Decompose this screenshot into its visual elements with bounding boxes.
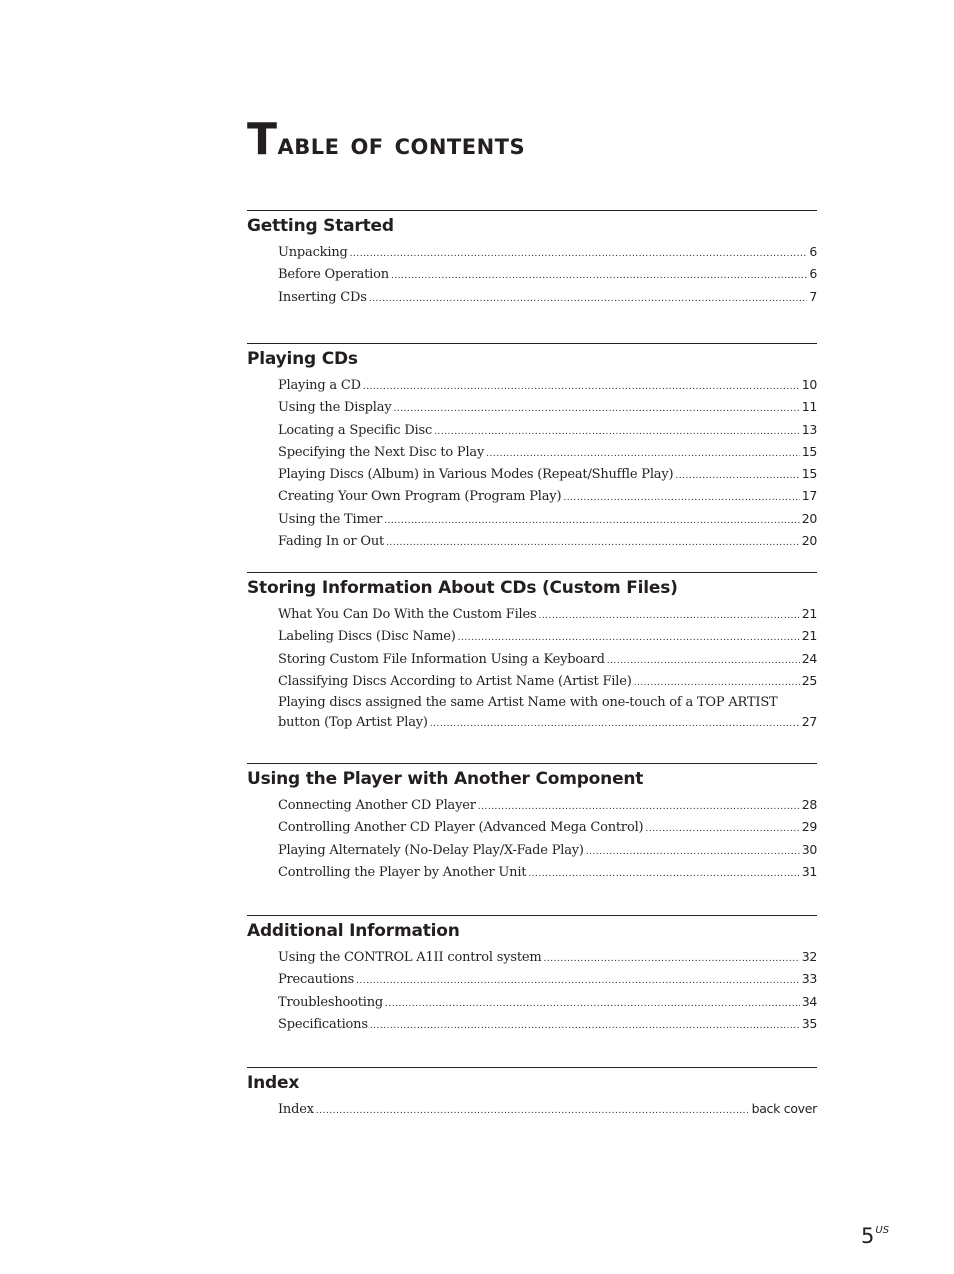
toc-entry-label: Locating a Specific Disc xyxy=(278,422,433,438)
toc-entry[interactable] xyxy=(278,486,817,508)
toc-entry-page: 21 xyxy=(801,606,817,621)
toc-entry[interactable] xyxy=(278,397,817,419)
section-heading: Storing Information About CDs (Custom Files) xyxy=(247,578,678,598)
section-index xyxy=(247,1067,817,1121)
toc-entry-page: 25 xyxy=(801,672,817,688)
toc-entry[interactable] xyxy=(278,947,817,969)
toc-entry-page: 6 xyxy=(809,244,817,259)
section-heading: Additional Information xyxy=(247,921,460,941)
toc-entry-label: Unpacking xyxy=(278,245,348,260)
page-title xyxy=(247,114,526,165)
toc-entry[interactable] xyxy=(278,509,817,531)
toc-entry-page: 11 xyxy=(801,399,817,415)
toc-entry[interactable] xyxy=(278,1099,817,1121)
toc-entry-label: Specifications xyxy=(278,1016,368,1032)
title-rest: able of contents xyxy=(277,127,526,162)
toc-entry-page: 15 xyxy=(801,443,817,459)
toc-entry[interactable] xyxy=(278,862,817,884)
toc-entry-label: Playing a CD xyxy=(278,378,361,393)
dot-leader xyxy=(369,290,808,309)
section-heading: Getting Started xyxy=(247,216,394,236)
section-storing-information xyxy=(247,572,817,735)
toc-entry-label: Playing Discs (Album) in Various Modes (Repeat/Shuffle Play) xyxy=(278,467,674,483)
toc-entry-label: Inserting CDs xyxy=(278,289,367,305)
toc-entry-page: 24 xyxy=(801,650,817,666)
toc-entry[interactable] xyxy=(278,626,817,648)
toc-entry-label: Using the CONTROL A1II control system xyxy=(278,950,542,965)
toc-entry-page: 20 xyxy=(801,533,817,549)
toc-entry-page: 10 xyxy=(801,377,817,392)
section-additional-information xyxy=(247,915,817,1036)
toc-entry-page: 21 xyxy=(801,628,817,644)
toc-entry-page: 7 xyxy=(809,288,817,304)
toc-entry-page: back cover xyxy=(751,1101,817,1116)
section-heading: Index xyxy=(247,1073,300,1093)
dot-leader xyxy=(586,843,800,862)
toc-entry[interactable] xyxy=(278,795,817,817)
toc-entry-page: 20 xyxy=(801,510,817,526)
dot-leader xyxy=(350,245,808,264)
toc-entry-page: 34 xyxy=(801,993,817,1009)
dot-leader xyxy=(393,400,799,419)
toc-entry-page: 31 xyxy=(801,863,817,879)
toc-entry[interactable] xyxy=(278,420,817,442)
toc-entry-page: 17 xyxy=(801,488,817,504)
page-number-suffix: US xyxy=(875,1225,890,1236)
toc-entry-label: Index xyxy=(278,1102,314,1117)
toc-entry-label: Controlling the Player by Another Unit xyxy=(278,864,527,880)
toc-entry-label: button (Top Artist Play) xyxy=(278,715,428,731)
toc-entry[interactable] xyxy=(278,817,817,839)
dot-leader xyxy=(563,489,799,508)
dot-leader xyxy=(607,652,800,671)
title-first-letter: T xyxy=(247,114,278,165)
toc-entry-page: 35 xyxy=(801,1015,817,1031)
dot-leader xyxy=(434,423,800,442)
toc-entry-page: 27 xyxy=(801,714,817,730)
toc-entry-page: 29 xyxy=(801,819,817,835)
toc-entry[interactable] xyxy=(278,442,817,464)
dot-leader xyxy=(363,378,800,397)
toc-entry[interactable] xyxy=(278,531,817,553)
section-getting-started xyxy=(247,210,817,309)
page-number-value: 5 xyxy=(861,1224,875,1248)
dot-leader xyxy=(316,1102,750,1121)
dot-leader xyxy=(370,1017,800,1036)
toc-entry[interactable] xyxy=(278,287,817,309)
section-playing-cds xyxy=(247,343,817,553)
toc-entry-label: Controlling Another CD Player (Advanced Mega Control) xyxy=(278,820,644,836)
toc-entry[interactable] xyxy=(278,671,817,693)
toc-entry-label: Creating Your Own Program (Program Play) xyxy=(278,489,562,505)
dot-leader xyxy=(458,629,800,648)
toc-entry-page: 15 xyxy=(801,466,817,482)
toc-entry-page: 6 xyxy=(809,266,817,282)
toc-entry[interactable] xyxy=(278,375,817,397)
toc-entry-label: Using the Display xyxy=(278,400,392,416)
toc-entry[interactable] xyxy=(278,1014,817,1036)
toc-entry[interactable] xyxy=(278,969,817,991)
dot-leader xyxy=(386,534,800,553)
dot-leader xyxy=(384,512,800,531)
section-another-component xyxy=(247,763,817,884)
dot-leader xyxy=(478,798,800,817)
dot-leader xyxy=(645,820,799,839)
toc-entry-label: What You Can Do With the Custom Files xyxy=(278,607,537,622)
toc-entry-label: Troubleshooting xyxy=(278,994,384,1010)
toc-entry-label: Labeling Discs (Disc Name) xyxy=(278,629,456,645)
toc-entry-page: 32 xyxy=(801,949,817,964)
toc-entry[interactable] xyxy=(278,649,817,671)
toc-entry-label: Playing Alternately (No-Delay Play/X-Fade Play) xyxy=(278,842,584,858)
toc-entry-page: 30 xyxy=(801,841,817,857)
toc-entry-label: Using the Timer xyxy=(278,511,383,527)
toc-entry[interactable] xyxy=(278,604,817,626)
toc-entry-label: Storing Custom File Information Using a Keyboard xyxy=(278,651,605,667)
section-heading: Playing CDs xyxy=(247,349,358,369)
dot-leader xyxy=(486,445,800,464)
toc-entry[interactable] xyxy=(278,464,817,486)
toc-entry-label: Classifying Discs According to Artist Name (Artist File) xyxy=(278,673,632,689)
toc-entry-label: Precautions xyxy=(278,972,355,988)
section-heading: Using the Player with Another Component xyxy=(247,769,644,789)
toc-entry-page: 13 xyxy=(801,421,817,437)
dot-leader xyxy=(634,674,800,693)
toc-entry[interactable] xyxy=(278,840,817,862)
toc-entry-page: 33 xyxy=(801,971,817,987)
dot-leader xyxy=(544,950,800,969)
toc-entry[interactable] xyxy=(278,712,817,734)
toc-entry-label: Specifying the Next Disc to Play xyxy=(278,444,485,460)
toc-entry-label: Before Operation xyxy=(278,267,389,283)
toc-entry[interactable] xyxy=(278,264,817,286)
toc-entry-label: Connecting Another CD Player xyxy=(278,798,476,813)
dot-leader xyxy=(675,467,799,486)
dot-leader xyxy=(391,267,807,286)
dot-leader xyxy=(385,995,800,1014)
toc-entry-page: 28 xyxy=(801,797,817,812)
toc-entry-first-line[interactable]: Playing discs assigned the same Artist Name with one-touch of a TOP ARTIST xyxy=(278,695,778,711)
toc-entry[interactable] xyxy=(278,242,817,264)
dot-leader xyxy=(538,607,799,626)
dot-leader xyxy=(430,715,800,734)
page-number xyxy=(861,1226,889,1247)
toc-entry-label: Fading In or Out xyxy=(278,534,385,550)
dot-leader xyxy=(356,972,800,991)
dot-leader xyxy=(528,865,799,884)
toc-entry[interactable] xyxy=(278,992,817,1014)
